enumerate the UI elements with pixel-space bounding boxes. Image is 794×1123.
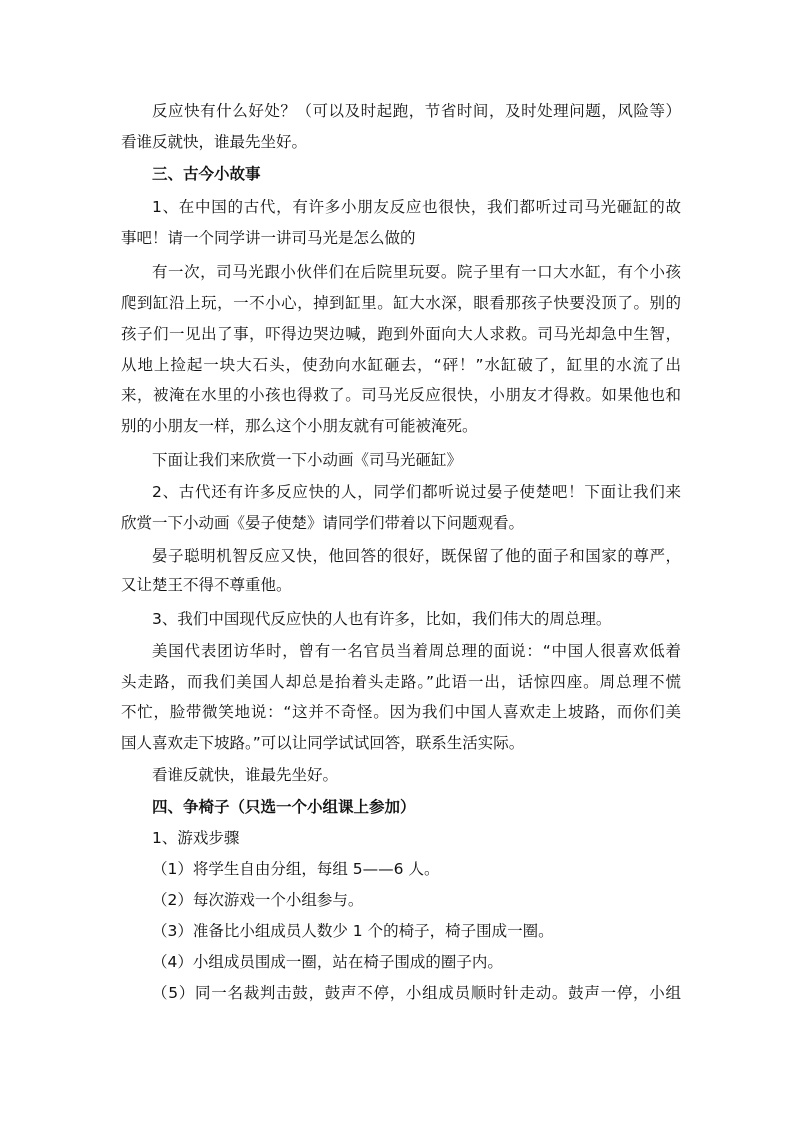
paragraph-line: 1、游戏步骤 — [152, 829, 240, 847]
section-heading: 三、古今小故事 — [152, 165, 261, 183]
paragraph-line: 有一次，司马光跟小伙伴们在后院里玩耍。院子里有一口大水缸，有个小孩 — [152, 263, 681, 281]
paragraph-line: 来，被淹在水里的小孩也得救了。司马光反应很快，小朋友才得救。如果他也和 — [121, 386, 681, 404]
paragraph-line: 看谁反就快，谁最先坐好。 — [121, 133, 308, 151]
paragraph-line: 又让楚王不得不尊重他。 — [121, 576, 292, 594]
paragraph-line: 爬到缸沿上玩，一不小心，掉到缸里。缸大水深，眼看那孩子快要没顶了。别的 — [121, 294, 681, 312]
list-item: （2）每次游戏一个小组参与。 — [152, 891, 364, 909]
list-item: （3）准备比小组成员人数少 1 个的椅子，椅子围成一圈。 — [152, 922, 554, 940]
section-heading: 四、争椅子（只选一个小组课上参加） — [152, 798, 416, 816]
paragraph-line: 1、在中国的古代，有许多小朋友反应也很快，我们都听过司马光砸缸的故 — [152, 198, 681, 216]
paragraph-line: 美国代表团访华时，曾有一名官员当着周总理的面说：“中国人很喜欢低着 — [152, 642, 681, 660]
paragraph-line: 2、古代还有许多反应快的人，同学们都听说过晏子使楚吧！下面让我们来 — [152, 483, 681, 501]
paragraph-line: 3、我们中国现代反应快的人也有许多，比如，我们伟大的周总理。 — [152, 610, 612, 628]
list-item: （5）同一名裁判击鼓，鼓声不停，小组成员顺时针走动。鼓声一停，小组 — [152, 984, 681, 1002]
paragraph-line: 欣赏一下小动画《晏子使楚》请同学们带着以下问题观看。 — [121, 514, 525, 532]
paragraph-line: 下面让我们来欣赏一下小动画《司马光砸缸》 — [152, 451, 463, 469]
paragraph-line: 事吧！请一个同学讲一讲司马光是怎么做的 — [121, 229, 416, 247]
paragraph-line: 孩子们一见出了事，吓得边哭边喊，跑到外面向大人求救。司马光却急中生智， — [121, 325, 681, 343]
paragraph-line: 头走路，而我们美国人却总是抬着头走路。”此语一出，话惊四座。周总理不慌 — [121, 673, 681, 691]
paragraph-line: 别的小朋友一样，那么这个小朋友就有可能被淹死。 — [121, 417, 478, 435]
paragraph-line: 反应快有什么好处？（可以及时起跑，节省时间，及时处理问题，风险等） — [152, 102, 681, 120]
paragraph-line: 看谁反就快，谁最先坐好。 — [152, 766, 339, 784]
paragraph-line: 晏子聪明机智反应又快，他回答的很好，既保留了他的面子和国家的尊严， — [152, 547, 681, 565]
list-item: （4）小组成员围成一圈，站在椅子围成的圈子内。 — [152, 953, 503, 971]
paragraph-line: 不忙，脸带微笑地说：“这并不奇怪。因为我们中国人喜欢走上坡路，而你们美 — [121, 703, 681, 721]
paragraph-line: 从地上捡起一块大石头，使劲向水缸砸去，“砰！”水缸破了，缸里的水流了出 — [121, 356, 681, 374]
list-item: （1）将学生自由分组，每组 5——6 人。 — [152, 860, 440, 878]
paragraph-line: 国人喜欢走下坡路。”可以让同学试试回答，联系生活实际。 — [121, 734, 525, 752]
